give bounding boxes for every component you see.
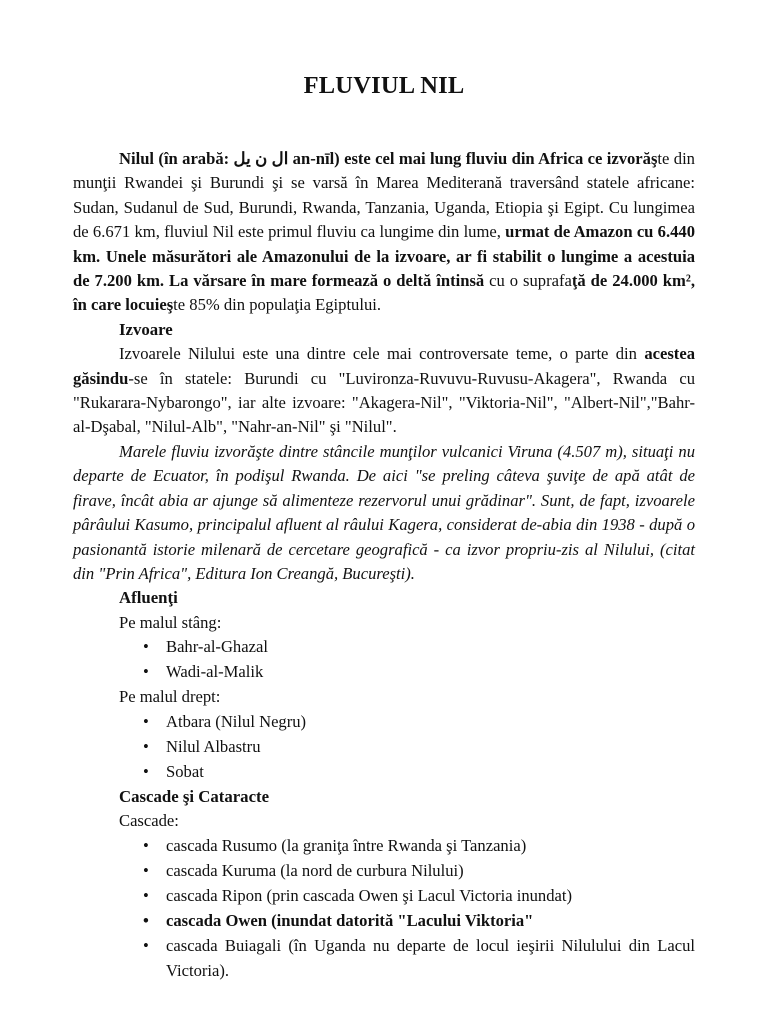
section-heading-cascade: Cascade şi Cataracte bbox=[119, 787, 270, 806]
izvoare-paragraph bbox=[73, 342, 695, 440]
arabic-name: ال ن يل bbox=[233, 149, 289, 168]
intro-text-1: Nilul (în arabă: bbox=[119, 149, 234, 168]
cascade-label: Cascade: bbox=[119, 811, 179, 831]
list-item: • cascada Kuruma (la nord de curbura Nilului) bbox=[166, 859, 695, 883]
intro-text-3: te din munţii Rwandei şi Burundi şi se varsă în Marea Mediterană traversând statele bbox=[73, 149, 695, 193]
list-item: • cascada Ripon (prin cascada Owen şi Lacul Victoria inundat) bbox=[166, 884, 695, 908]
section-heading-afluenti: Afluenţi bbox=[119, 588, 178, 608]
cascade-list bbox=[73, 834, 695, 983]
list-item: • cascada Buiagali (în Uganda nu departe de locul ieşirii Nilulului din Lacul Victoria). bbox=[166, 934, 695, 983]
document-body bbox=[73, 147, 695, 984]
list-item: • Wadi-al-Malik bbox=[166, 660, 695, 684]
list-item: • Atbara (Nilul Negru) bbox=[166, 710, 695, 734]
right-bank-list bbox=[73, 710, 695, 785]
intro-text-2: an-nīl) este cel mai lung fluviu din Africa ce izvorăş bbox=[288, 149, 658, 168]
right-bank-label: Pe malul drept: bbox=[119, 687, 221, 707]
izvoare-quote: Marele fluviu izvorăşte dintre stâncile munţilor vulcanici Viruna (4.507 m), situaţi nu departe de Ecuator, în podişul Rwanda. De aici "se preling câteva şuviţe de apă atât de firave, încât abia ar ajunge să alimenteze rezervorul unui grădinar". Sunt, de fapt, izvoarele pârâului Kasumo, principalul afluent al râului Kagera, considerat de-abia din 1938 - după o pasionantă istorie milenară de cercetare geografică - ca izvor propriu-zis al Nilului, (citat din "Prin Africa", Editura Ion Creangă, Bucureşti). bbox=[73, 441, 695, 583]
list-item: • cascada Owen (inundat datorită "Lacului Viktoria" bbox=[166, 909, 695, 933]
section-heading-izvoare: Izvoare bbox=[119, 319, 173, 339]
intro-paragraph bbox=[73, 147, 695, 318]
left-bank-list bbox=[73, 635, 695, 685]
izvoare-text-3: -se în statele: Burundi cu "Luvironza-Ruvuvu-Ruvusu-Akagera", Rwanda cu "Rukarara-Nybarongo", iar alte izvoare: "Akagera-Nil", "Viktoria-Nil", "Albert-Nil","Bahr-al-Dşabal, "Nilul-Alb", "Nahr-an-Nil" şi "Nilul". bbox=[73, 368, 695, 437]
list-item: • Nilul Albastru bbox=[166, 735, 695, 759]
intro-text-5: urmat de Amazon cu 6.440 km. Unele măsurători ale Amazonului de la izvoare, ar fi stabilit o lungime a acestuia de 7.200 km. La vărsare în mare formează o deltă întinsă bbox=[73, 222, 696, 291]
list-item: • Bahr-al-Ghazal bbox=[166, 635, 695, 659]
list-item: • cascada Rusumo (la graniţa între Rwanda şi Tanzania) bbox=[166, 834, 695, 858]
intro-text-7: ţă de 24.000 km², în care locuieş bbox=[73, 271, 695, 315]
page-title: FLUVIUL NIL bbox=[303, 72, 465, 99]
list-item: • Sobat bbox=[166, 760, 695, 784]
intro-text-8: te 85% din populaţia Egiptului. bbox=[173, 295, 382, 315]
izvoare-text-2: acestea găsindu bbox=[73, 344, 695, 388]
left-bank-label: Pe malul stâng: bbox=[119, 612, 222, 632]
intro-text-4: africane: Sudan, Sudanul de Sud, Burundi, Rwanda, Tanzania, Uganda, Etiopia şi Egipt. Cu lungimea de 6.671 km, fluviul Nil este primul fluviu ca lungime din lume, bbox=[73, 173, 695, 242]
intro-text-6: cu o suprafa bbox=[484, 271, 572, 291]
izvoare-text-1: Izvoarele Nilului este una dintre cele mai controversate teme, o parte din bbox=[119, 344, 645, 364]
